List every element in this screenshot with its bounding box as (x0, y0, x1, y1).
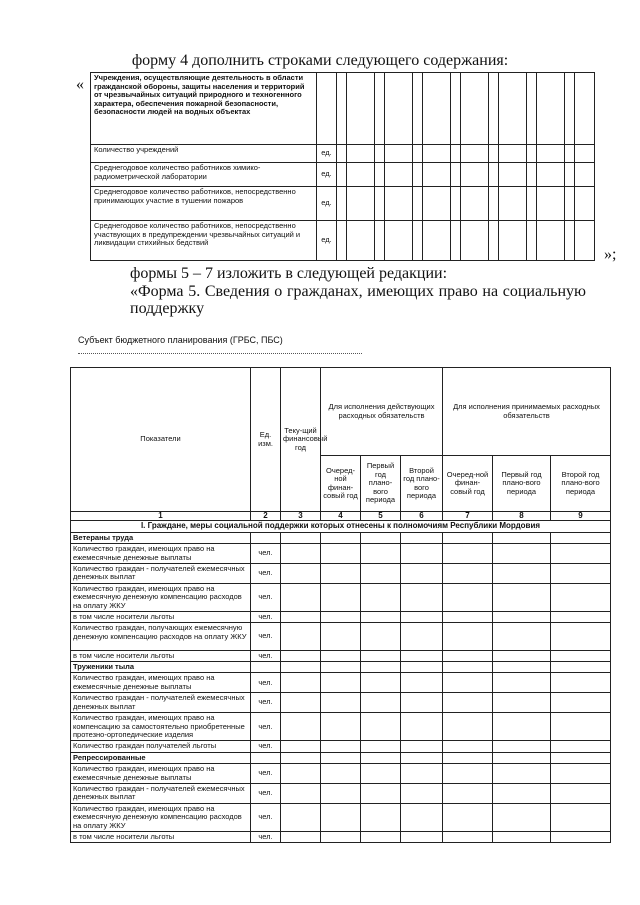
value-cell[interactable] (551, 564, 611, 584)
value-cell[interactable] (551, 583, 611, 611)
form5-table (70, 367, 611, 843)
value-cell[interactable] (321, 623, 361, 650)
form4-value-cell[interactable] (489, 187, 499, 221)
form4-value-cell[interactable] (537, 187, 565, 221)
form4-value-cell[interactable] (337, 145, 347, 163)
form4-value-cell[interactable] (413, 221, 423, 261)
value-cell[interactable] (443, 583, 493, 611)
table-row (71, 764, 611, 784)
form4-row-unit: ед. (317, 163, 337, 187)
value-cell[interactable] (443, 693, 493, 713)
value-cell[interactable] (361, 564, 401, 584)
form4-value-cell[interactable] (527, 187, 537, 221)
value-cell[interactable] (493, 650, 551, 661)
row-label: в том числе носители льготы (71, 650, 251, 661)
form4-value-cell[interactable] (499, 187, 527, 221)
group-title: Труженики тыла (71, 662, 251, 673)
row-unit: чел. (251, 741, 281, 752)
row-unit: чел. (251, 612, 281, 623)
value-cell[interactable] (443, 831, 493, 842)
value-cell[interactable] (551, 713, 611, 741)
form4-row (91, 73, 595, 145)
row-label: Количество граждан - получателей ежемесячных денежных выплат (71, 783, 251, 803)
table-row (71, 612, 611, 623)
section-title: I. Граждане, меры социальной поддержки которых отнесены к полномочиям Республики Мордовия (71, 521, 611, 532)
form4-value-cell[interactable] (375, 221, 385, 261)
form4-row (91, 145, 595, 163)
row-unit: чел. (251, 623, 281, 650)
form4-value-cell[interactable] (565, 221, 575, 261)
value-cell[interactable] (361, 693, 401, 713)
value-cell[interactable] (401, 741, 443, 752)
header-indicators: Показатели (71, 368, 251, 512)
column-number: 7 (443, 512, 493, 521)
value-cell[interactable] (361, 612, 401, 623)
group-empty-cell (493, 662, 551, 673)
group-row (71, 662, 611, 673)
form4-value-cell[interactable] (461, 163, 489, 187)
form4-value-cell[interactable] (337, 187, 347, 221)
value-cell[interactable] (281, 783, 321, 803)
form4-row-label: Среднегодовое количество работников химико-радиометрической лаборатории (91, 163, 317, 187)
form5-title-continued: поддержку (130, 300, 205, 317)
value-cell[interactable] (551, 650, 611, 661)
value-cell[interactable] (443, 623, 493, 650)
value-cell[interactable] (551, 693, 611, 713)
form4-value-cell[interactable] (451, 163, 461, 187)
value-cell[interactable] (361, 673, 401, 693)
row-label: Количество граждан, имеющих право на ежемесячные денежные выплаты (71, 764, 251, 784)
value-cell[interactable] (281, 693, 321, 713)
group-empty-cell (361, 752, 401, 763)
row-label: Количество граждан, имеющих право на ежемесячную денежную компенсацию расходов на оплату ЖКУ (71, 583, 251, 611)
value-cell[interactable] (321, 673, 361, 693)
value-cell[interactable] (321, 764, 361, 784)
form4-value-cell[interactable] (347, 145, 375, 163)
form4-value-cell[interactable] (347, 163, 375, 187)
table-row (71, 583, 611, 611)
value-cell[interactable] (401, 623, 443, 650)
form4-value-cell[interactable] (423, 187, 451, 221)
value-cell[interactable] (493, 673, 551, 693)
value-cell[interactable] (401, 803, 443, 831)
form4-value-cell[interactable] (575, 73, 595, 145)
header-first-plan-year-accepted: Первый год плано-вого периода (493, 456, 551, 512)
table-row (71, 673, 611, 693)
form4-value-cell[interactable] (527, 73, 537, 145)
value-cell[interactable] (493, 713, 551, 741)
form4-value-cell[interactable] (451, 145, 461, 163)
group-empty-cell (401, 662, 443, 673)
value-cell[interactable] (401, 612, 443, 623)
group-empty-cell (551, 752, 611, 763)
form4-row-unit: ед. (317, 221, 337, 261)
section-row (71, 521, 611, 532)
row-unit: чел. (251, 713, 281, 741)
group-empty-cell (401, 532, 443, 543)
row-unit: чел. (251, 803, 281, 831)
table-row (71, 623, 611, 650)
row-unit: чел. (251, 650, 281, 661)
group-empty-cell (493, 752, 551, 763)
value-cell[interactable] (281, 741, 321, 752)
value-cell[interactable] (321, 713, 361, 741)
form4-value-cell[interactable] (337, 221, 347, 261)
form4-value-cell[interactable] (489, 221, 499, 261)
value-cell[interactable] (493, 764, 551, 784)
row-unit: чел. (251, 693, 281, 713)
form4-value-cell[interactable] (347, 187, 375, 221)
table-row (71, 741, 611, 752)
row-label: в том числе носители льготы (71, 831, 251, 842)
table-row (71, 783, 611, 803)
column-numbers-row (71, 512, 611, 521)
form4-value-cell[interactable] (489, 145, 499, 163)
form4-value-cell[interactable] (347, 73, 375, 145)
value-cell[interactable] (401, 783, 443, 803)
value-cell[interactable] (551, 673, 611, 693)
header-second-plan-year: Второй год плано-вого периода (401, 456, 443, 512)
form4-row-unit (317, 73, 337, 145)
group-title: Ветераны труда (71, 532, 251, 543)
row-label: Количество граждан, имеющих право на компенсацию за самостоятельно приобретенные протезно-ортопедические изделия (71, 713, 251, 741)
value-cell[interactable] (443, 713, 493, 741)
form4-value-cell[interactable] (413, 187, 423, 221)
value-cell[interactable] (401, 693, 443, 713)
value-cell[interactable] (443, 544, 493, 564)
form4-row (91, 221, 595, 261)
row-label: Количество граждан - получателей ежемесячных денежных выплат (71, 693, 251, 713)
value-cell[interactable] (551, 741, 611, 752)
value-cell[interactable] (281, 623, 321, 650)
value-cell[interactable] (551, 612, 611, 623)
value-cell[interactable] (401, 544, 443, 564)
row-label: Количество граждан, имеющих право на ежемесячные денежные выплаты (71, 673, 251, 693)
form4-value-cell[interactable] (461, 221, 489, 261)
value-cell[interactable] (443, 673, 493, 693)
form4-value-cell[interactable] (575, 145, 595, 163)
form4-value-cell[interactable] (499, 221, 527, 261)
form4-value-cell[interactable] (537, 73, 565, 145)
value-cell[interactable] (401, 764, 443, 784)
value-cell[interactable] (443, 764, 493, 784)
value-cell[interactable] (361, 764, 401, 784)
form4-value-cell[interactable] (423, 163, 451, 187)
value-cell[interactable] (361, 713, 401, 741)
header-existing-obligations: Для исполнения действующих расходных обязательств (321, 368, 443, 456)
row-unit: чел. (251, 831, 281, 842)
subject-fill-line[interactable] (78, 353, 362, 354)
group-empty-cell (251, 532, 281, 543)
form4-value-cell[interactable] (413, 163, 423, 187)
value-cell[interactable] (321, 831, 361, 842)
value-cell[interactable] (281, 544, 321, 564)
form4-value-cell[interactable] (537, 163, 565, 187)
form4-row-label: Среднегодовое количество работников, непосредственно участвующих в предупреждении чрезвычайных ситуаций и ликвидации стихийных бедствий (91, 221, 317, 261)
form4-value-cell[interactable] (499, 145, 527, 163)
value-cell[interactable] (443, 612, 493, 623)
column-number: 8 (493, 512, 551, 521)
group-title: Репрессированные (71, 752, 251, 763)
value-cell[interactable] (281, 583, 321, 611)
value-cell[interactable] (281, 673, 321, 693)
form4-value-cell[interactable] (385, 145, 413, 163)
form4-value-cell[interactable] (575, 163, 595, 187)
value-cell[interactable] (321, 544, 361, 564)
form4-value-cell[interactable] (489, 163, 499, 187)
form4-value-cell[interactable] (451, 221, 461, 261)
value-cell[interactable] (361, 741, 401, 752)
form4-row-unit: ед. (317, 145, 337, 163)
value-cell[interactable] (281, 713, 321, 741)
form4-value-cell[interactable] (575, 221, 595, 261)
group-empty-cell (281, 532, 321, 543)
table-row (71, 713, 611, 741)
value-cell[interactable] (493, 623, 551, 650)
group-row (71, 532, 611, 543)
value-cell[interactable] (401, 564, 443, 584)
value-cell[interactable] (321, 564, 361, 584)
row-label: Количество граждан, имеющих право на ежемесячные денежные выплаты (71, 544, 251, 564)
row-unit: чел. (251, 673, 281, 693)
header-current-year: Теку-щий финансовый год (281, 368, 321, 512)
value-cell[interactable] (401, 831, 443, 842)
value-cell[interactable] (361, 544, 401, 564)
form4-value-cell[interactable] (527, 163, 537, 187)
header-second-plan-year-accepted: Второй год плано-вого периода (551, 456, 611, 512)
value-cell[interactable] (321, 612, 361, 623)
form4-value-cell[interactable] (575, 187, 595, 221)
value-cell[interactable] (551, 544, 611, 564)
group-empty-cell (551, 532, 611, 543)
table-row (71, 693, 611, 713)
value-cell[interactable] (443, 783, 493, 803)
row-unit: чел. (251, 564, 281, 584)
row-unit: чел. (251, 583, 281, 611)
form4-value-cell[interactable] (565, 145, 575, 163)
group-empty-cell (321, 752, 361, 763)
value-cell[interactable] (443, 741, 493, 752)
column-number: 6 (401, 512, 443, 521)
form4-value-cell[interactable] (499, 163, 527, 187)
row-unit: чел. (251, 544, 281, 564)
group-empty-cell (321, 662, 361, 673)
value-cell[interactable] (321, 693, 361, 713)
form4-value-cell[interactable] (565, 73, 575, 145)
group-empty-cell (361, 532, 401, 543)
table-row (71, 650, 611, 661)
row-label: Количество граждан, получающих ежемесячную денежную компенсацию расходов на оплату ЖКУ (71, 623, 251, 650)
value-cell[interactable] (401, 713, 443, 741)
value-cell[interactable] (281, 564, 321, 584)
value-cell[interactable] (493, 583, 551, 611)
value-cell[interactable] (281, 803, 321, 831)
row-unit: чел. (251, 764, 281, 784)
form4-value-cell[interactable] (451, 187, 461, 221)
value-cell[interactable] (551, 623, 611, 650)
value-cell[interactable] (281, 612, 321, 623)
form4-row (91, 187, 595, 221)
forms-line: формы 5 – 7 изложить в следующей редакции: (130, 265, 448, 282)
form4-value-cell[interactable] (413, 73, 423, 145)
value-cell[interactable] (361, 831, 401, 842)
header-next-year-accepted: Очеред-ной финан-совый год (443, 456, 493, 512)
form4-value-cell[interactable] (499, 73, 527, 145)
column-number: 3 (281, 512, 321, 521)
column-number: 5 (361, 512, 401, 521)
value-cell[interactable] (493, 803, 551, 831)
form4-value-cell[interactable] (451, 73, 461, 145)
value-cell[interactable] (493, 831, 551, 842)
form4-value-cell[interactable] (375, 163, 385, 187)
form4-value-cell[interactable] (375, 187, 385, 221)
column-number: 9 (551, 512, 611, 521)
value-cell[interactable] (551, 803, 611, 831)
value-cell[interactable] (493, 612, 551, 623)
value-cell[interactable] (321, 803, 361, 831)
column-number: 4 (321, 512, 361, 521)
group-empty-cell (361, 662, 401, 673)
group-empty-cell (321, 532, 361, 543)
subject-label: Субъект бюджетного планирования (ГРБС, ПБС) (78, 335, 283, 345)
form4-value-cell[interactable] (385, 73, 413, 145)
table-row (71, 544, 611, 564)
form4-row (91, 163, 595, 187)
form4-value-cell[interactable] (537, 145, 565, 163)
form4-value-cell[interactable] (565, 187, 575, 221)
value-cell[interactable] (321, 650, 361, 661)
table-row (71, 803, 611, 831)
form4-value-cell[interactable] (461, 187, 489, 221)
value-cell[interactable] (493, 544, 551, 564)
form4-value-cell[interactable] (423, 73, 451, 145)
form4-value-cell[interactable] (527, 145, 537, 163)
group-empty-cell (443, 752, 493, 763)
row-label: в том числе носители льготы (71, 612, 251, 623)
value-cell[interactable] (493, 693, 551, 713)
form4-row-label: Количество учреждений (91, 145, 317, 163)
column-number: 1 (71, 512, 251, 521)
form4-value-cell[interactable] (565, 163, 575, 187)
value-cell[interactable] (281, 650, 321, 661)
form4-value-cell[interactable] (537, 221, 565, 261)
value-cell[interactable] (321, 583, 361, 611)
header-first-plan-year: Первый год плано-вого периода (361, 456, 401, 512)
group-empty-cell (281, 662, 321, 673)
value-cell[interactable] (493, 741, 551, 752)
value-cell[interactable] (551, 831, 611, 842)
group-empty-cell (551, 662, 611, 673)
form4-value-cell[interactable] (423, 145, 451, 163)
form4-value-cell[interactable] (337, 163, 347, 187)
group-empty-cell (401, 752, 443, 763)
closing-quote: »; (604, 246, 617, 263)
form4-row-label: Среднегодовое количество работников, непосредственно принимающих участие в тушении пожаров (91, 187, 317, 221)
form4-table (90, 72, 595, 261)
form4-value-cell[interactable] (461, 73, 489, 145)
form4-value-cell[interactable] (385, 221, 413, 261)
group-empty-cell (281, 752, 321, 763)
value-cell[interactable] (361, 650, 401, 661)
row-unit: чел. (251, 783, 281, 803)
value-cell[interactable] (551, 764, 611, 784)
table-row (71, 564, 611, 584)
header-accepted-obligations: Для исполнения принимаемых расходных обязательств (443, 368, 611, 456)
form4-value-cell[interactable] (489, 73, 499, 145)
form4-value-cell[interactable] (413, 145, 423, 163)
group-empty-cell (251, 752, 281, 763)
header-unit: Ед. изм. (251, 368, 281, 512)
group-row (71, 752, 611, 763)
value-cell[interactable] (321, 783, 361, 803)
form4-row-label: Учреждения, осуществляющие деятельность в области гражданской обороны, защиты населения и территорий от чрезвычайных ситуаций природного и техногенного характера, обеспечения пожарной безопасности, безопасности людей на водных объектах (91, 73, 317, 145)
group-empty-cell (493, 532, 551, 543)
value-cell[interactable] (443, 650, 493, 661)
form4-value-cell[interactable] (375, 73, 385, 145)
group-empty-cell (443, 532, 493, 543)
value-cell[interactable] (281, 831, 321, 842)
form4-value-cell[interactable] (461, 145, 489, 163)
form4-value-cell[interactable] (337, 73, 347, 145)
value-cell[interactable] (401, 583, 443, 611)
value-cell[interactable] (281, 764, 321, 784)
form4-value-cell[interactable] (375, 145, 385, 163)
form4-value-cell[interactable] (527, 221, 537, 261)
value-cell[interactable] (361, 803, 401, 831)
value-cell[interactable] (321, 741, 361, 752)
value-cell[interactable] (361, 623, 401, 650)
opening-quote: « (76, 76, 84, 93)
form4-value-cell[interactable] (423, 221, 451, 261)
form4-value-cell[interactable] (385, 187, 413, 221)
row-label: Количество граждан - получателей ежемесячных денежных выплат (71, 564, 251, 584)
group-empty-cell (251, 662, 281, 673)
value-cell[interactable] (443, 564, 493, 584)
form4-value-cell[interactable] (347, 221, 375, 261)
form4-row-unit: ед. (317, 187, 337, 221)
group-empty-cell (443, 662, 493, 673)
value-cell[interactable] (493, 564, 551, 584)
value-cell[interactable] (551, 783, 611, 803)
row-label: Количество граждан, имеющих право на ежемесячную денежную компенсацию расходов на оплату ЖКУ (71, 803, 251, 831)
value-cell[interactable] (493, 783, 551, 803)
value-cell[interactable] (401, 650, 443, 661)
value-cell[interactable] (361, 783, 401, 803)
value-cell[interactable] (401, 673, 443, 693)
form4-value-cell[interactable] (385, 163, 413, 187)
value-cell[interactable] (443, 803, 493, 831)
header-next-year: Очеред-ной финан-совый год (321, 456, 361, 512)
row-label: Количество граждан получателей льготы (71, 741, 251, 752)
intro-line: форму 4 дополнить строками следующего содержания: (131, 52, 509, 69)
table-row (71, 831, 611, 842)
column-number: 2 (251, 512, 281, 521)
value-cell[interactable] (361, 583, 401, 611)
form5-title: «Форма 5. Сведения о гражданах, имеющих право на социальную (130, 283, 586, 300)
